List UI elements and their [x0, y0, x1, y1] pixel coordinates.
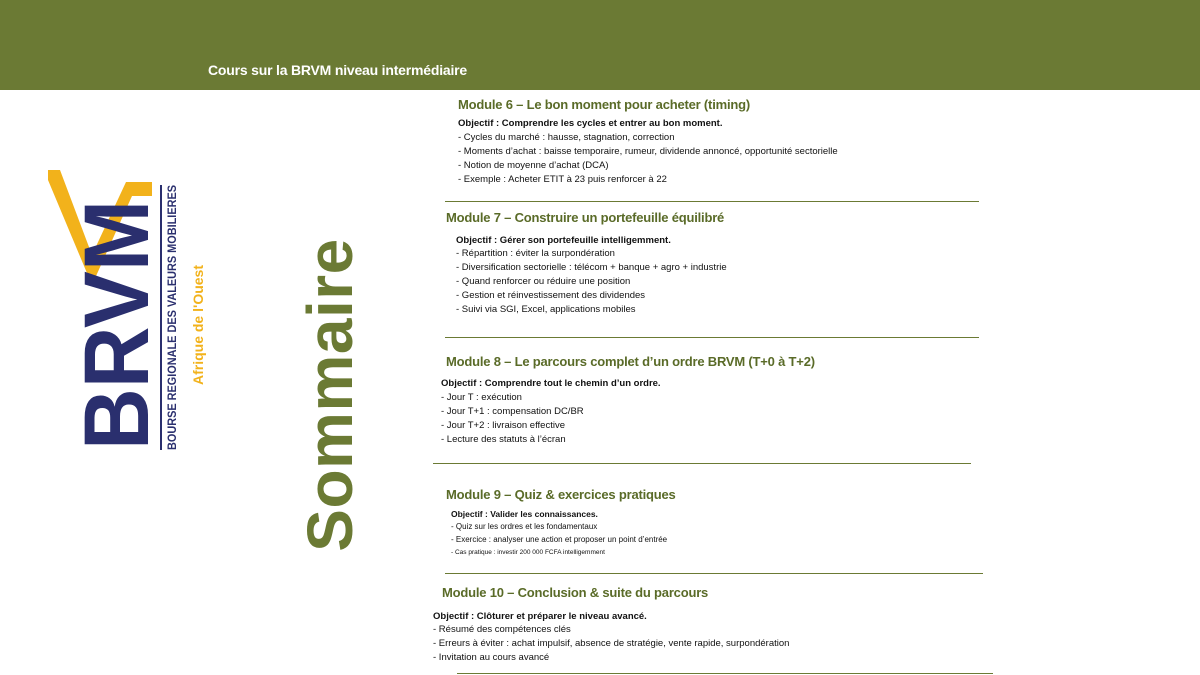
list-item: - Erreurs à éviter : achat impulsif, absence de stratégie, vente rapide, surpondération: [433, 638, 790, 649]
module-6-objective: Objectif : Comprendre les cycles et entrer au bon moment.: [458, 118, 723, 129]
list-item: - Résumé des compétences clés: [433, 624, 571, 635]
list-item: - Exemple : Acheter ETIT à 23 puis renforcer à 22: [458, 174, 667, 185]
divider: [457, 673, 993, 674]
list-item: - Quiz sur les ordres et les fondamentaux: [451, 522, 598, 531]
list-item: - Quand renforcer ou réduire une position: [456, 276, 631, 287]
header-bar: [0, 0, 1200, 90]
module-7-title: Module 7 – Construire un portefeuille équilibré: [446, 210, 725, 225]
logo-region-text: Afrique de l'Ouest: [190, 264, 206, 385]
list-item: - Lecture des statuts à l’écran: [441, 434, 566, 445]
divider: [433, 463, 971, 464]
list-item: - Répartition : éviter la surpondération: [456, 248, 615, 259]
module-9-items: [451, 520, 667, 559]
module-8-objective: Objectif : Comprendre tout le chemin d’un ordre.: [441, 378, 661, 389]
list-item: - Jour T+2 : livraison effective: [441, 420, 565, 431]
list-item: - Notion de moyenne d’achat (DCA): [458, 160, 609, 171]
course-title: Cours sur la BRVM niveau intermédiaire: [208, 62, 468, 78]
list-item: - Gestion et réinvestissement des dividendes: [456, 290, 646, 301]
list-item: - Invitation au cours avancé: [433, 652, 550, 663]
module-9-objective: Objectif : Valider les connaissances.: [451, 509, 598, 519]
divider: [445, 573, 983, 574]
module-7-items: [456, 247, 727, 317]
list-item: - Jour T+1 : compensation DC/BR: [441, 406, 584, 417]
module-10-items: [433, 623, 789, 665]
module-8-title: Module 8 – Le parcours complet d’un ordre BRVM (T+0 à T+2): [446, 354, 815, 369]
module-6-title: Module 6 – Le bon moment pour acheter (timing): [458, 97, 750, 112]
module-10-objective: Objectif : Clôturer et préparer le niveau avancé.: [433, 611, 647, 622]
module-9-title: Module 9 – Quiz & exercices pratiques: [446, 487, 676, 502]
logo-vertical-text: BOURSE REGIONALE DES VALEURS MOBILIERES: [167, 170, 179, 450]
list-item: - Cycles du marché : hausse, stagnation, correction: [458, 132, 675, 143]
list-item: - Diversification sectorielle : télécom + banque + agro + industrie: [456, 262, 727, 273]
divider: [445, 337, 979, 338]
divider: [445, 201, 979, 202]
module-7-objective: Objectif : Gérer son portefeuille intelligemment.: [456, 235, 671, 246]
list-item: - Jour T : exécution: [441, 392, 522, 403]
module-8-items: [441, 391, 584, 447]
module-6-items: [458, 131, 838, 187]
brvm-logo: [40, 160, 220, 460]
list-item: - Cas pratique : investir 200 000 FCFA intelligemment: [451, 549, 605, 556]
module-10-title: Module 10 – Conclusion & suite du parcours: [442, 585, 709, 600]
list-item: - Suivi via SGI, Excel, applications mobiles: [456, 304, 636, 315]
list-item: - Moments d’achat : baisse temporaire, rumeur, dividende annoncé, opportunité sectorielle: [458, 146, 838, 157]
logo-letters: BRVM: [66, 180, 168, 450]
sommaire-label: Sommaire: [294, 238, 366, 552]
list-item: - Exercice : analyser une action et proposer un point d’entrée: [451, 535, 668, 544]
